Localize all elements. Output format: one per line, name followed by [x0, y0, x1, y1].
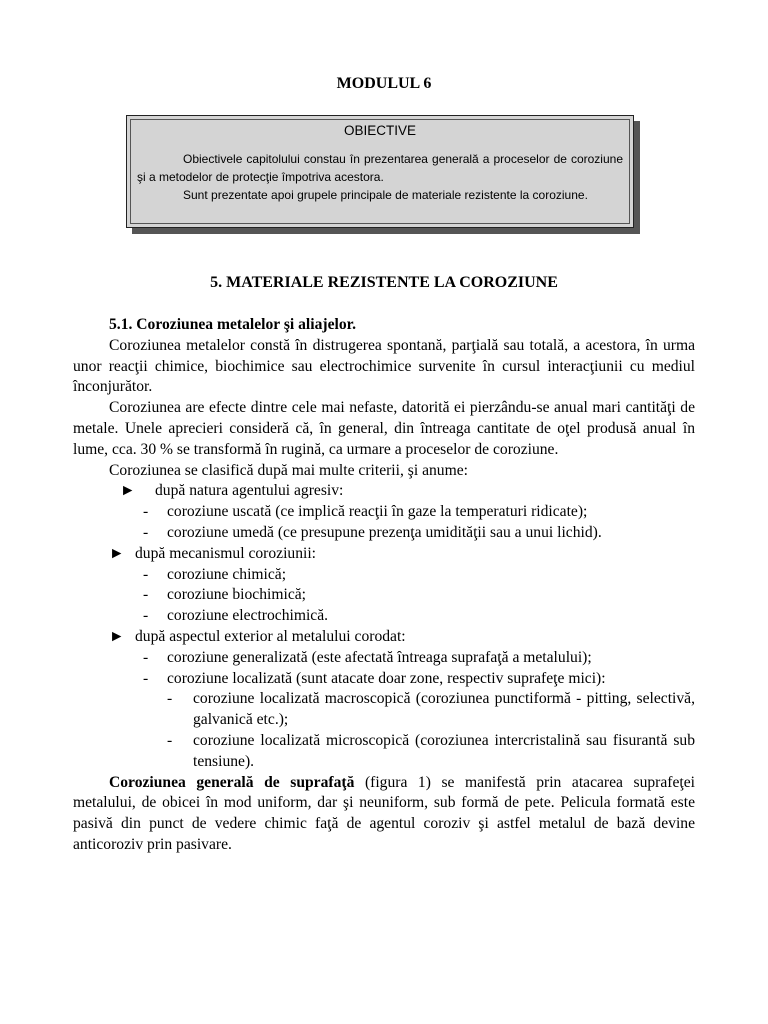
document-body [73, 315, 695, 856]
criterion-item [73, 627, 695, 648]
paragraph-text: (figura 1) se manifestă prin atacarea suprafeţei metalului, de obicei în mod uniform, dar şi neuniform, sub formă de pete. Pelicula formată este pasivă din punct de vedere chimic faţă de agentul coroziv şi astfel metalul de bază devine anticoroziv prin pasivare. [73, 773, 695, 853]
criterion-label: după aspectul exterior al metalului corodat: [135, 627, 406, 645]
chapter-title: 5. MATERIALE REZISTENTE LA COROZIUNE [210, 274, 558, 291]
list-item [73, 523, 695, 544]
list-item [73, 502, 695, 523]
objectives-paragraph: Sunt prezentate apoi grupele principale de materiale rezistente la coroziune. [183, 188, 588, 202]
list-item-text: coroziune biochimică; [167, 586, 306, 604]
module-title: MODULUL 6 [336, 75, 432, 92]
criterion-label: după mecanismul coroziunii: [135, 544, 317, 562]
list-item-text: coroziune localizată (sunt atacate doar zone, respectiv suprafeţe mici): [167, 669, 606, 687]
list-item [73, 565, 695, 586]
criterion-item [73, 544, 695, 565]
criterion-label: după natura agentului agresiv: [155, 482, 344, 500]
dash-bullet: - [143, 503, 149, 521]
objectives-box [126, 115, 634, 228]
list-item-text: coroziune electrochimică. [167, 607, 329, 625]
triangle-bullet-icon: ► [109, 627, 125, 645]
list-item [73, 669, 695, 690]
sub-list-item [73, 731, 695, 773]
dash-bullet: - [143, 523, 149, 541]
section-title: 5.1. Coroziunea metalelor şi aliajelor. [109, 316, 357, 333]
criterion-item [73, 481, 695, 502]
list-item-text: coroziune chimică; [167, 565, 287, 583]
body-paragraph-final [73, 773, 695, 856]
dash-bullet: - [143, 586, 149, 604]
sub-list-item-text: coroziune localizată macroscopică (coroziunea punctiformă - pitting, selectivă, galvanică etc.); [193, 690, 695, 729]
dash-bullet: - [143, 669, 149, 687]
dash-bullet: - [167, 690, 173, 708]
objectives-text [137, 150, 623, 204]
list-item [73, 648, 695, 669]
sub-list-item-text: coroziune localizată microscopică (coroziunea intercristalină sau fisurantă sub tensiune). [193, 731, 695, 770]
list-item [73, 585, 695, 606]
sub-list-item [73, 689, 695, 731]
body-paragraph: Coroziunea se clasifică după mai multe criterii, şi anume: [109, 461, 468, 479]
list-item-text: coroziune umedă (ce presupune prezenţa umidităţii sau a unui lichid). [167, 523, 602, 541]
bold-lead-text: Coroziunea generală de suprafaţă [109, 773, 355, 791]
body-paragraph: Coroziunea are efecte dintre cele mai nefaste, datorită ei pierzându-se anual mari cantităţi de metale. Unele aprecieri consideră că, în general, din întreaga cantitate de oţel produsă anual în lume, cca. 30 % se transformă în rugină, ca urmare a proceselor de coroziune. [73, 399, 695, 458]
objectives-paragraph: Obiectivele capitolului constau în prezentarea generală a proceselor de coroziune şi a metodelor de protecţie împotriva acestora. [137, 152, 623, 184]
list-item-text: coroziune uscată (ce implică reacţii în gaze la temperaturi ridicate); [167, 503, 588, 521]
triangle-bullet-icon: ► [120, 482, 136, 500]
list-item [73, 606, 695, 627]
list-item-text: coroziune generalizată (este afectată întreaga suprafaţă a metalului); [167, 648, 592, 666]
dash-bullet: - [143, 565, 149, 583]
dash-bullet: - [143, 607, 149, 625]
body-paragraph: Coroziunea metalelor constă în distrugerea spontană, parţială sau totală, a acestora, în urma unor reacţii chimice, biochimice sau electrochimice survenite în cursul interacţiunii cu mediul înconjurător. [73, 336, 695, 396]
triangle-bullet-icon: ► [109, 544, 125, 562]
objectives-title: OBIECTIVE [343, 123, 416, 138]
dash-bullet: - [167, 731, 173, 749]
dash-bullet: - [143, 648, 149, 666]
